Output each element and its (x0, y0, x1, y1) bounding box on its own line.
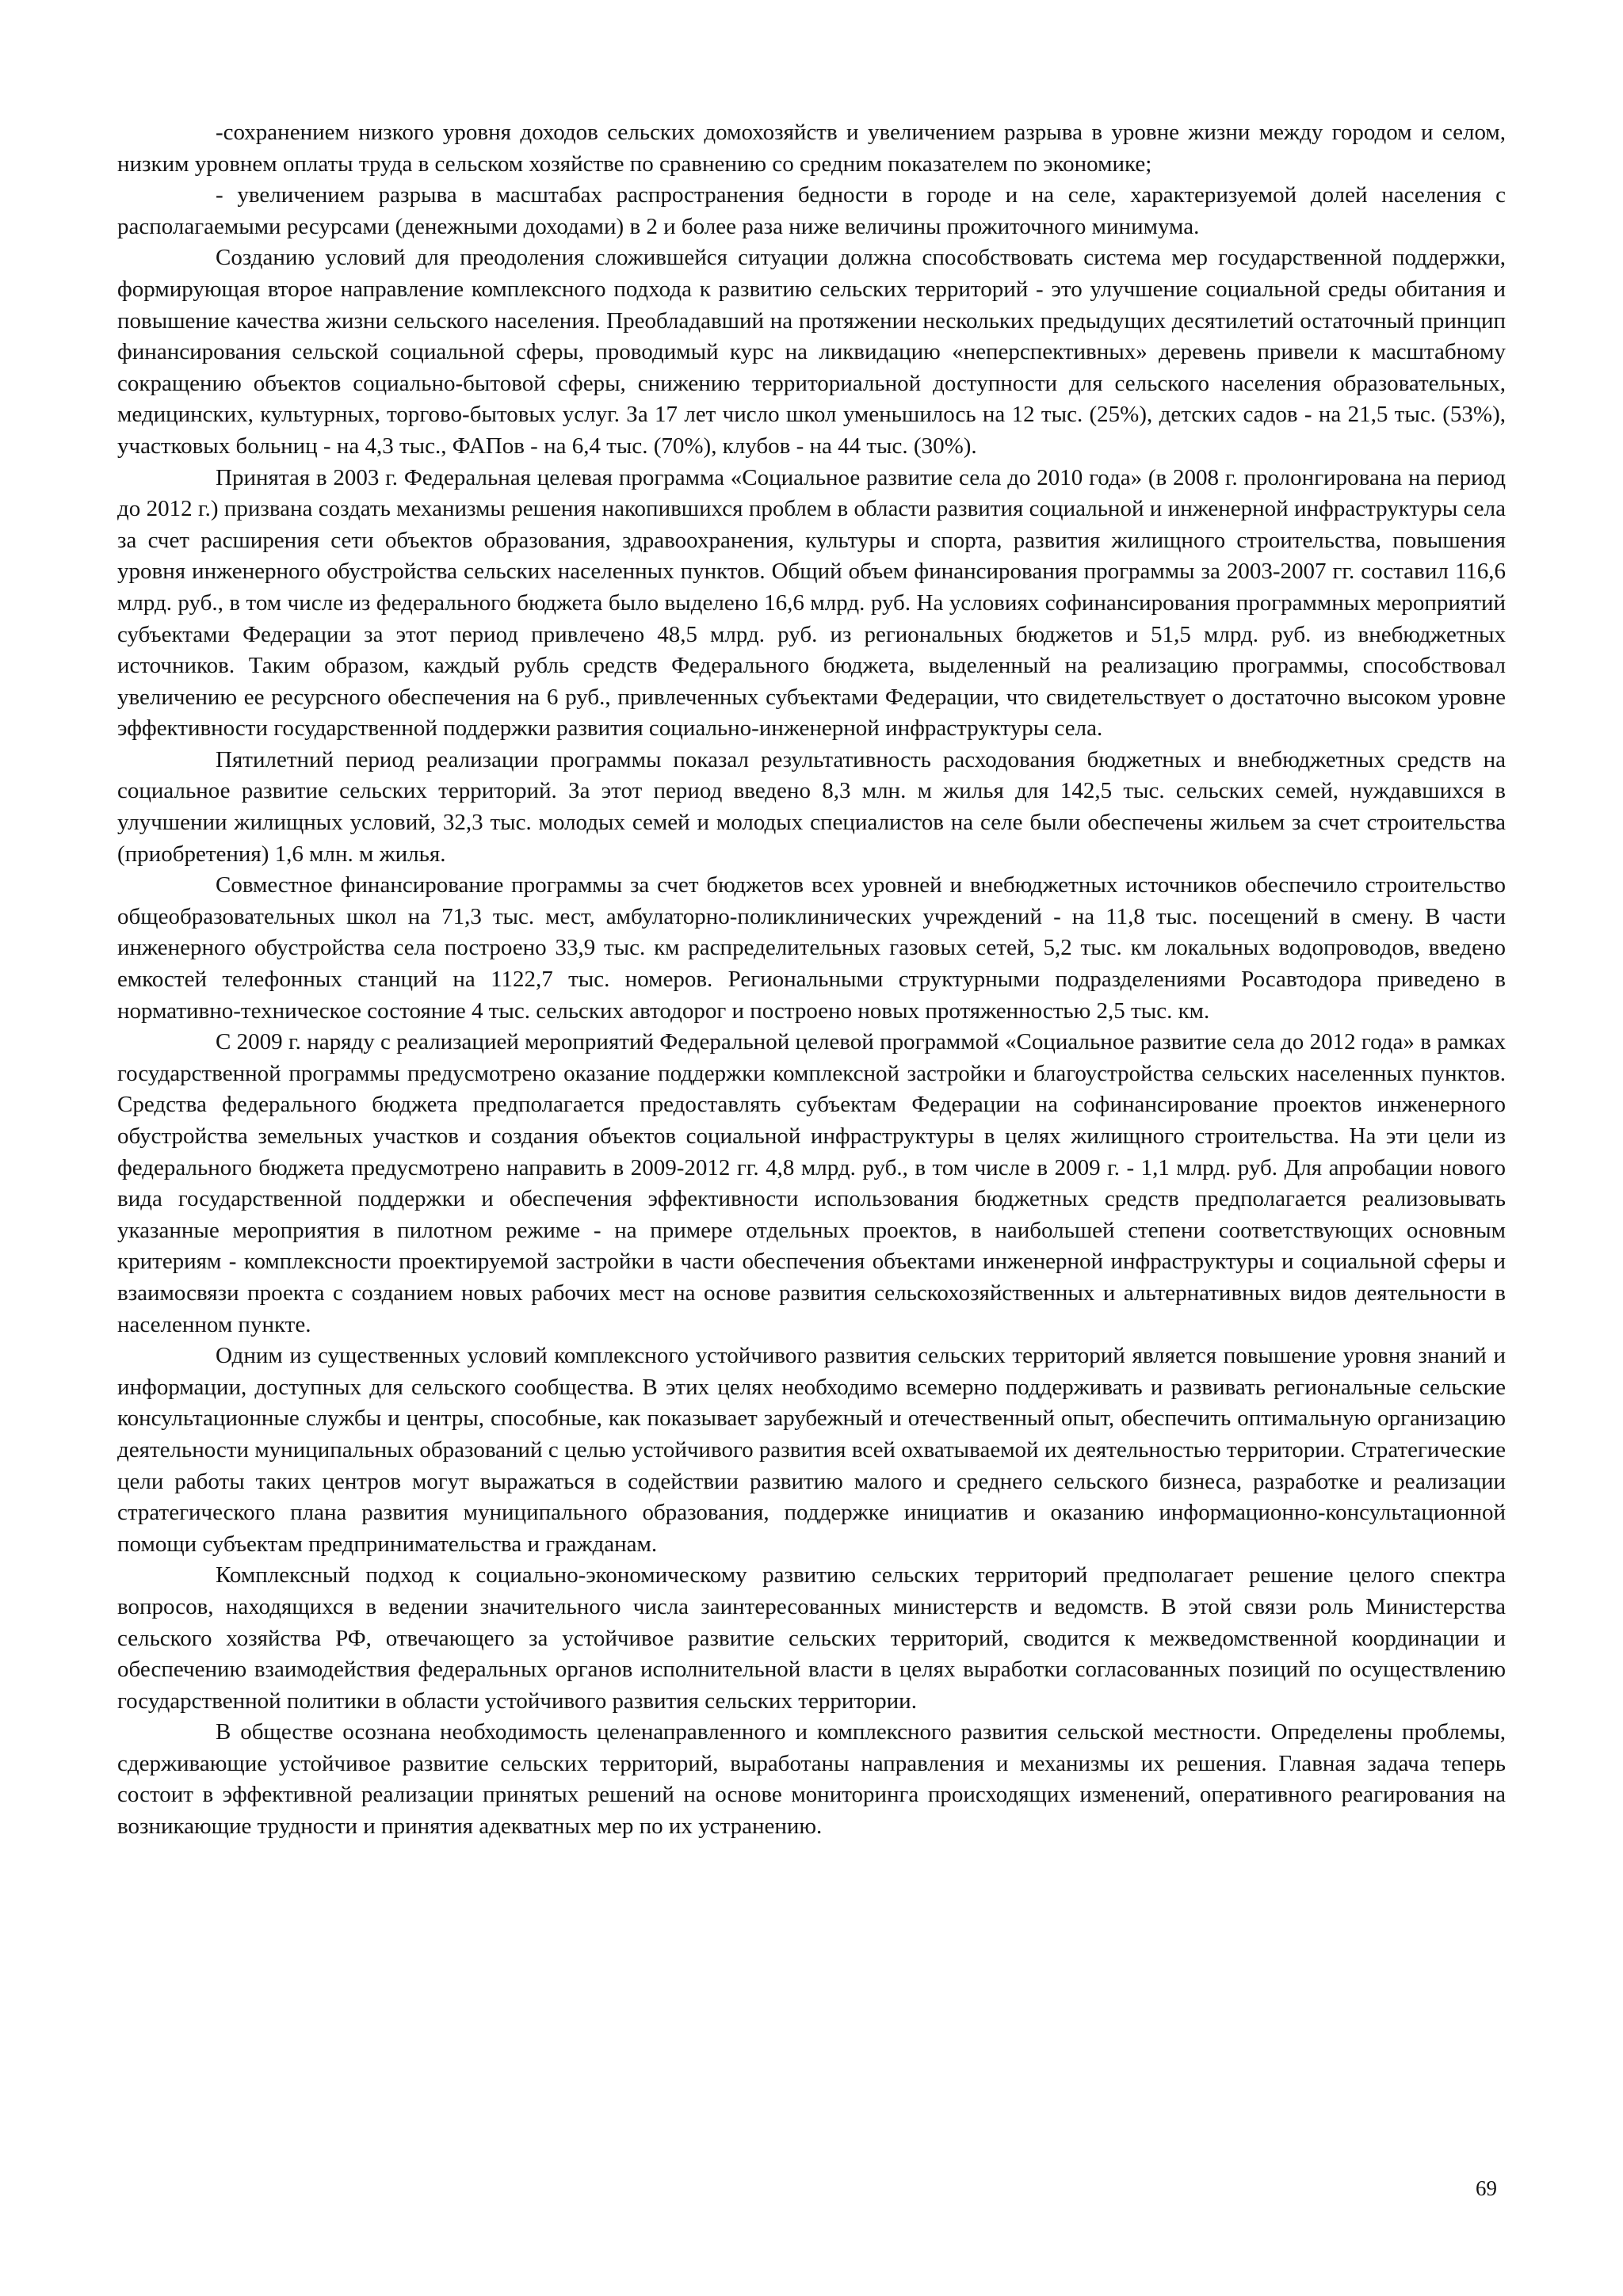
page-number: 69 (1476, 2176, 1497, 2200)
paragraph-federal-program: Принятая в 2003 г. Федеральная целевая программа «Социальное развитие села до 2010 года» (в 2008 г. пролонгирована на период до 2012 г.) призвана создать механизмы решения накопившихся проблем в области развития социальной и инженерной инфраструктуры села за счет расширения сети объектов образования, здравоохранения, культуры и спорта, развития жилищного строительства, повышения уровня инженерного обустройства сельских населенных пунктов. Общий объем финансирования программы за 2003-2007 гг. составил 116,6 млрд. руб., в том числе из федерального бюджета было выделено 16,6 млрд. руб. На условиях софинансирования программных мероприятий субъектами Федерации за этот период привлечено 48,5 млрд. руб. из региональных бюджетов и 51,5 млрд. руб. из внебюджетных источников. Таким образом, каждый рубль средств Федерального бюджета, выделенный на реализацию программы, способствовал увеличению ее ресурсного обеспечения на 6 руб., привлеченных субъектами Федерации, что свидетельствует о достаточно высоком уровне эффективности государственной поддержки развития социально-инженерной инфраструктуры села. (117, 464, 1506, 742)
paragraph-2009-support: С 2009 г. наряду с реализацией мероприятий Федеральной целевой программой «Социальное развитие села до 2012 года» в рамках государственной программы предусмотрено оказание поддержки комплексной застройки и благоустройства сельских населенных пунктов. Средства федерального бюджета предполагается предоставлять субъектам Федерации на софинансирование проектов инженерного обустройства земельных участков и создания объектов социальной инфраструктуры в целях жилищного строительства. На эти цели из федерального бюджета предусмотрено направить в 2009-2012 гг. 4,8 млрд. руб., в том числе в 2009 г. - 1,1 млрд. руб. Для апробации нового вида государственной поддержки и обеспечения эффективности использования бюджетных средств предполагается реализовывать указанные мероприятия в пилотном режиме - на примере отдельных проектов, в наибольшей степени соответствующих основным критериям - комплексности проектируемой застройки в части обеспечения объектами инженерной инфраструктуры и социальной сферы и взаимосвязи проекта с созданием новых рабочих мест на основе развития сельскохозяйственных и альтернативных видов деятельности в населенном пункте. (117, 1029, 1506, 1337)
paragraph-ministry-role: Комплексный подход к социально-экономическому развитию сельских территорий предполагает решение целого спектра вопросов, находящихся в ведении значительного числа заинтересованных министерств и ведомств. В этой связи роль Министерства сельского хозяйства РФ, отвечающего за устойчивое развитие сельских территорий, сводится к межведомственной координации и обеспечению взаимодействия федеральных органов исполнительной власти в целях выработки согласованных позиций по осуществлению государственной политики в области устойчивого развития сельских территории. (117, 1562, 1506, 1714)
paragraph-income-gap: -сохранением низкого уровня доходов сельских домохозяйств и увеличением разрыва в уровне жизни между городом и селом, низким уровнем оплаты труда в сельском хозяйстве по сравнению со средним показателем по экономике; (117, 120, 1506, 177)
paragraph-conclusion: В обществе осознана необходимость целенаправленного и комплексного развития сельской местности. Определены проблемы, сдерживающие устойчивое развитие сельских территорий, выработаны направления и механизмы их решения. Главная задача теперь состоит в эффективной реализации принятых решений на основе мониторинга происходящих изменений, оперативного реагирования на возникающие трудности и принятия адекватных мер по их устранению. (117, 1719, 1506, 1840)
paragraph-cofinancing: Совместное финансирование программы за счет бюджетов всех уровней и внебюджетных источников обеспечило строительство общеобразовательных школ на 71,3 тыс. мест, амбулаторно-поликлинических учреждений - на 11,8 тыс. посещений в смену. В части инженерного обустройства села построено 33,9 тыс. км распределительных газовых сетей, 5,2 тыс. км локальных водопроводов, введено емкостей телефонных станций на 1122,7 тыс. номеров. Региональными структурными подразделениями Росавтодора приведено в нормативно-техническое состояние 4 тыс. сельских автодорог и построено новых протяженностью 2,5 тыс. км. (117, 872, 1506, 1024)
paragraph-program-results: Пятилетний период реализации программы показал результативность расходования бюджетных и внебюджетных средств на социальное развитие сельских территорий. За этот период введено 8,3 млн. м жилья для 142,5 тыс. сельских семей, нуждавшихся в улучшении жилищных условий, 32,3 тыс. молодых семей и молодых специалистов на селе были обеспечены жильем за счет строительства (приобретения) 1,6 млн. м жилья. (117, 746, 1506, 867)
paragraph-consulting-centers: Одним из существенных условий комплексного устойчивого развития сельских территорий является повышение уровня знаний и информации, доступных для сельского сообщества. В этих целях необходимо всемерно поддерживать и развивать региональные сельские консультационные службы и центры, способные, как показывает зарубежный и отечественный опыт, обеспечить оптимальную организацию деятельности муниципальных образований с целью устойчивого развития всей охватываемой их деятельностью территории. Стратегические цели работы таких центров могут выражаться в содействии развитию малого и среднего сельского бизнеса, разработке и реализации стратегического плана развития муниципального образования, поддержке инициатив и оказанию информационно-консультационной помощи субъектам предпринимательства и гражданам. (117, 1343, 1506, 1557)
paragraph-social-environment: Созданию условий для преодоления сложившейся ситуации должна способствовать система мер государственной поддержки, формирующая второе направление комплексного подхода к развитию сельских территорий - это улучшение социальной среды обитания и повышение качества жизни сельского населения. Преобладавший на протяжении нескольких предыдущих десятилетий остаточный принцип финансирования сельской социальной сферы, проводимый курс на ликвидацию «неперспективных» деревень привели к масштабному сокращению объектов социально-бытовой сферы, снижению территориальной доступности для сельского населения образовательных, медицинских, культурных, торгово-бытовых услуг. За 17 лет число школ уменьшилось на 12 тыс. (25%), детских садов - на 21,5 тыс. (53%), участковых больниц - на 4,3 тыс., ФАПов - на 6,4 тыс. (70%), клубов - на 44 тыс. (30%). (117, 245, 1506, 459)
document-page (117, 117, 1506, 1843)
paragraph-poverty-gap: - увеличением разрыва в масштабах распространения бедности в городе и на селе, характеризуемой долей населения с располагаемыми ресурсами (денежными доходами) в 2 и более раза ниже величины прожиточного минимума. (117, 182, 1506, 239)
